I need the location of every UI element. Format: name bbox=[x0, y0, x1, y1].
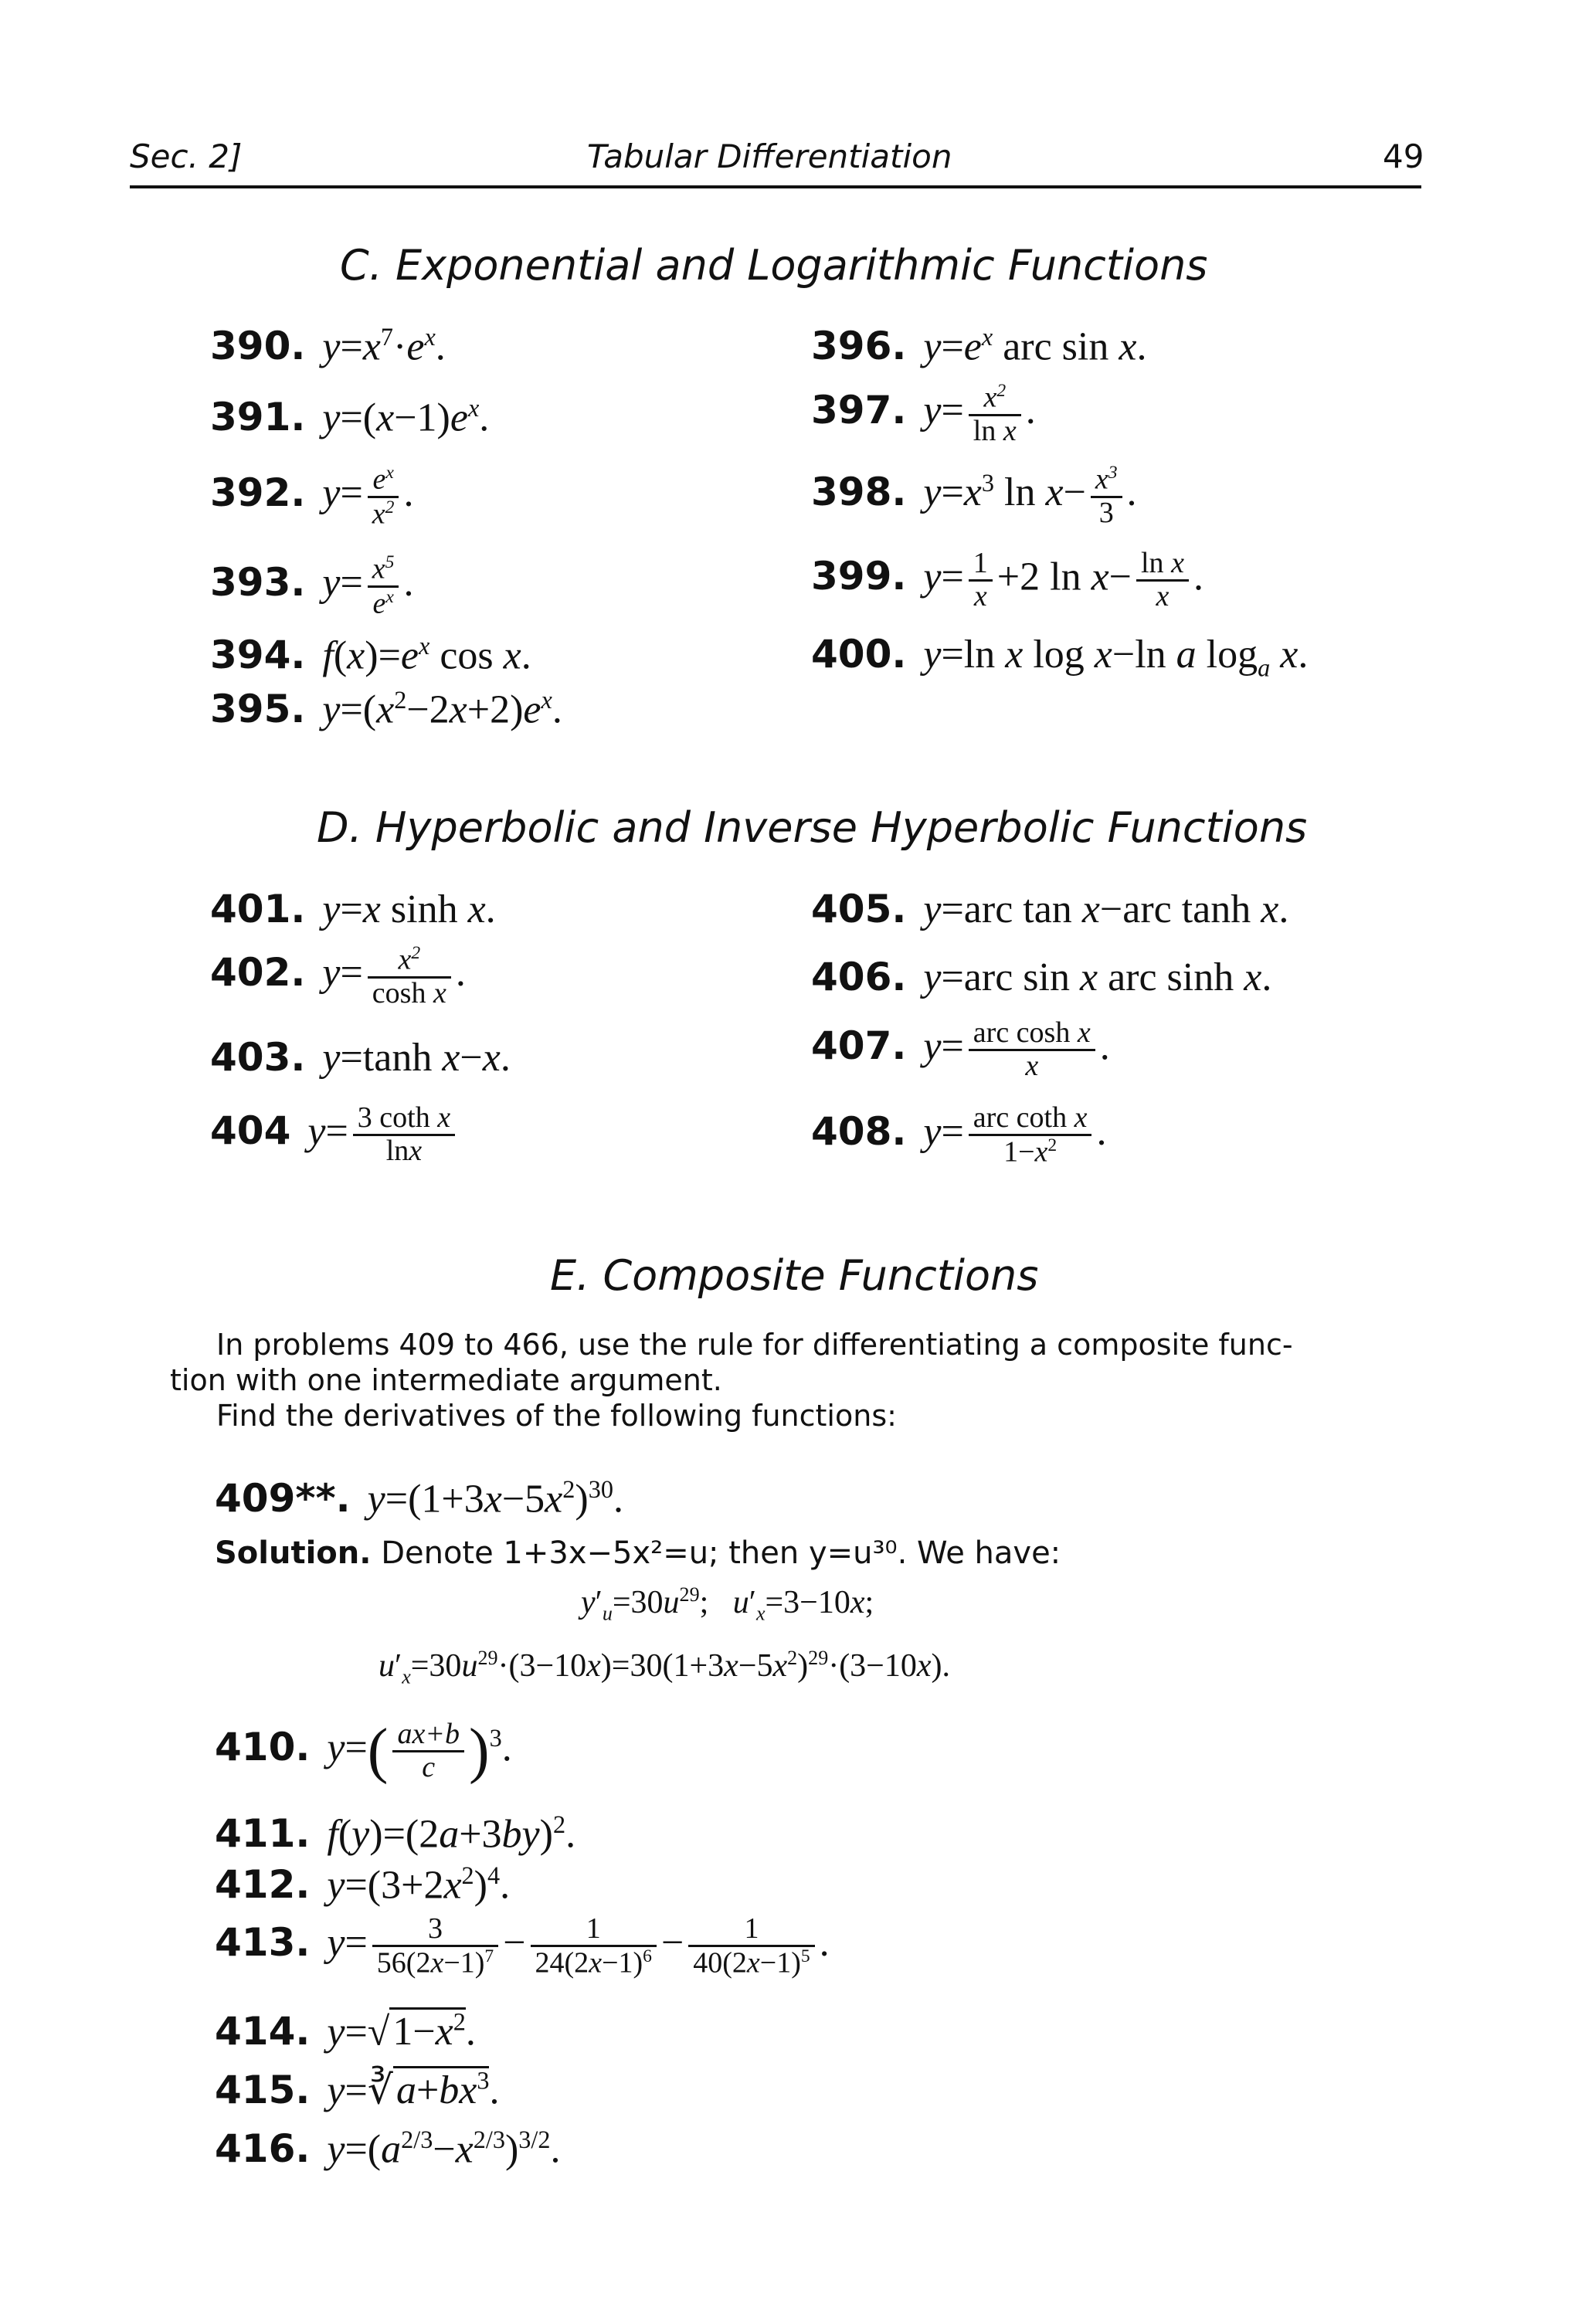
solution-text: Denote 1+3x−5x²=u; then y=u³⁰. We have: bbox=[381, 1535, 1061, 1571]
problem-number: 404 bbox=[210, 1108, 291, 1154]
problem-396: 396. $y=e^x$ arc sin x. bbox=[811, 323, 1147, 369]
page-number: 49 bbox=[1383, 137, 1424, 175]
problem-number: 411. bbox=[215, 1811, 311, 1857]
problem-401: 401. y=x sinh x. bbox=[210, 887, 496, 931]
problem-number: 400. bbox=[811, 632, 907, 677]
problem-number: 414. bbox=[215, 2009, 311, 2054]
problem-number: 395. bbox=[210, 687, 306, 732]
problem-number: 405. bbox=[811, 887, 907, 931]
problem-number: 392. bbox=[210, 470, 306, 515]
section-e-title: E. Composite Functions bbox=[550, 1251, 1039, 1300]
section-d-title: D. Hyperbolic and Inverse Hyperbolic Functions bbox=[317, 803, 1308, 852]
problem-407: 407. y= $\frac{\text{arc cosh x}}{x}$ . bbox=[811, 1016, 1110, 1082]
problem-397: 397. y= $\frac{x^2}{\text{ln x}}$ . bbox=[811, 381, 1036, 447]
problem-395: 395. $y=(x^2-2x+2)e^x$. bbox=[210, 686, 562, 732]
problem-number: 403. bbox=[210, 1035, 306, 1080]
problem-412: 412. $y=(3+2x^2)^4$. bbox=[215, 1861, 511, 1908]
problem-414: 414. $y=√1-x^2$. bbox=[215, 2008, 476, 2054]
problem-number: 397. bbox=[811, 388, 907, 433]
problem-398: 398. $y=x^3$ ln x− $\frac{x^3}{3}$ . bbox=[811, 463, 1137, 529]
header-rule bbox=[130, 185, 1421, 188]
solution-label: Solution. bbox=[215, 1535, 372, 1571]
problem-number: 408. bbox=[811, 1109, 907, 1155]
problem-number: 399. bbox=[811, 554, 907, 599]
solution-line bbox=[215, 1535, 1061, 1571]
problem-400: 400. y=ln x log x−ln a $\log_a x$. bbox=[811, 632, 1309, 682]
problem-393: 393. y= $\frac{x^5}{e^x}$ . bbox=[210, 552, 414, 620]
problem-number: 402. bbox=[210, 950, 306, 996]
problem-403: 403. y=tanh x−x. bbox=[210, 1035, 511, 1080]
problem-411: 411. $f(y)=(2a+3by)^2$. bbox=[215, 1810, 576, 1857]
problem-416: 416. $y=(a^{2/3}-x^{2/3})^{3/2}$. bbox=[215, 2126, 561, 2172]
problem-402: 402. y= $\frac{x^2}{\text{cosh x}}$ . bbox=[210, 943, 466, 1009]
problem-number: 396. bbox=[811, 324, 907, 369]
problem-405: 405. y=arc tan x−arc tanh x. bbox=[811, 887, 1289, 931]
problem-number: 401. bbox=[210, 887, 306, 931]
problem-number: 390. bbox=[210, 324, 306, 369]
problem-number: 406. bbox=[811, 955, 907, 999]
problem-390: 390. $y=x^7\cdot e^x$. bbox=[210, 323, 446, 369]
problem-number: 416. bbox=[215, 2126, 311, 2172]
intro-line-1: In problems 409 to 466, use the rule for differentiating a composite func- bbox=[216, 1328, 1293, 1362]
problem-399: 399. y= $\frac{1}{x}$ +2 ln x− $\frac{\text{ln x}}{x}$ . bbox=[811, 547, 1203, 612]
intro-line-3: Find the derivatives of the following functions: bbox=[216, 1399, 897, 1433]
derivative-result: $u'_x=30u^{29}\cdot(3-10x)=30(1+3x-5x^2)^{29}\cdot(3-10x)$. bbox=[379, 1647, 951, 1688]
problem-number: 398. bbox=[811, 470, 907, 515]
problem-406: 406. y=arc sin x arc sinh x. bbox=[811, 955, 1272, 999]
section-c-title: C. Exponential and Logarithmic Functions bbox=[340, 241, 1208, 290]
problem-394: 394. $f(x)=e^x$ cos x. bbox=[210, 632, 531, 678]
problem-391: 391. $y=(x-1)e^x$. bbox=[210, 394, 490, 440]
problem-415: 415. $y=∛a+bx^3$. bbox=[215, 2067, 500, 2113]
problem-number: 409**. bbox=[215, 1476, 351, 1522]
problem-number: 394. bbox=[210, 633, 306, 678]
problem-409: 409**. $y=(1+3x-5x^2)^{30}$. bbox=[215, 1475, 623, 1522]
problem-408: 408. y= $\frac{\text{arc coth x}}{1-x^2}$ . bbox=[811, 1101, 1107, 1169]
running-head-section: Sec. 2] bbox=[130, 137, 243, 175]
problem-number: 410. bbox=[215, 1725, 311, 1770]
problem-392: 392. y= $\frac{e^x}{x^2}$ . bbox=[210, 463, 414, 531]
problem-number: 393. bbox=[210, 559, 306, 605]
problem-number: 407. bbox=[811, 1023, 907, 1069]
problem-number: 415. bbox=[215, 2068, 311, 2113]
derivative-components: $y'_u=30u^{29}$; $u'_x=3-10x$; bbox=[581, 1583, 874, 1625]
problem-number: 413. bbox=[215, 1920, 311, 1966]
problem-413: 413. y= $\frac{3}{56(2x-1)^7}$ − $\frac{1}{24(2x-1)^6}$ − $\frac{1}{40(2x-1)^5}$ . bbox=[215, 1912, 830, 1980]
problem-404: 404 y= $\frac{\text{3 coth x}}{\ln x}$ bbox=[210, 1103, 460, 1167]
problem-number: 391. bbox=[210, 395, 306, 440]
running-head-title: Tabular Differentiation bbox=[587, 137, 952, 175]
problem-number: 412. bbox=[215, 1862, 311, 1908]
problem-410: 410. y=( $\frac{ax+b}{c}$ )$^3$. bbox=[215, 1717, 512, 1785]
intro-line-2: tion with one intermediate argument. bbox=[170, 1363, 722, 1397]
